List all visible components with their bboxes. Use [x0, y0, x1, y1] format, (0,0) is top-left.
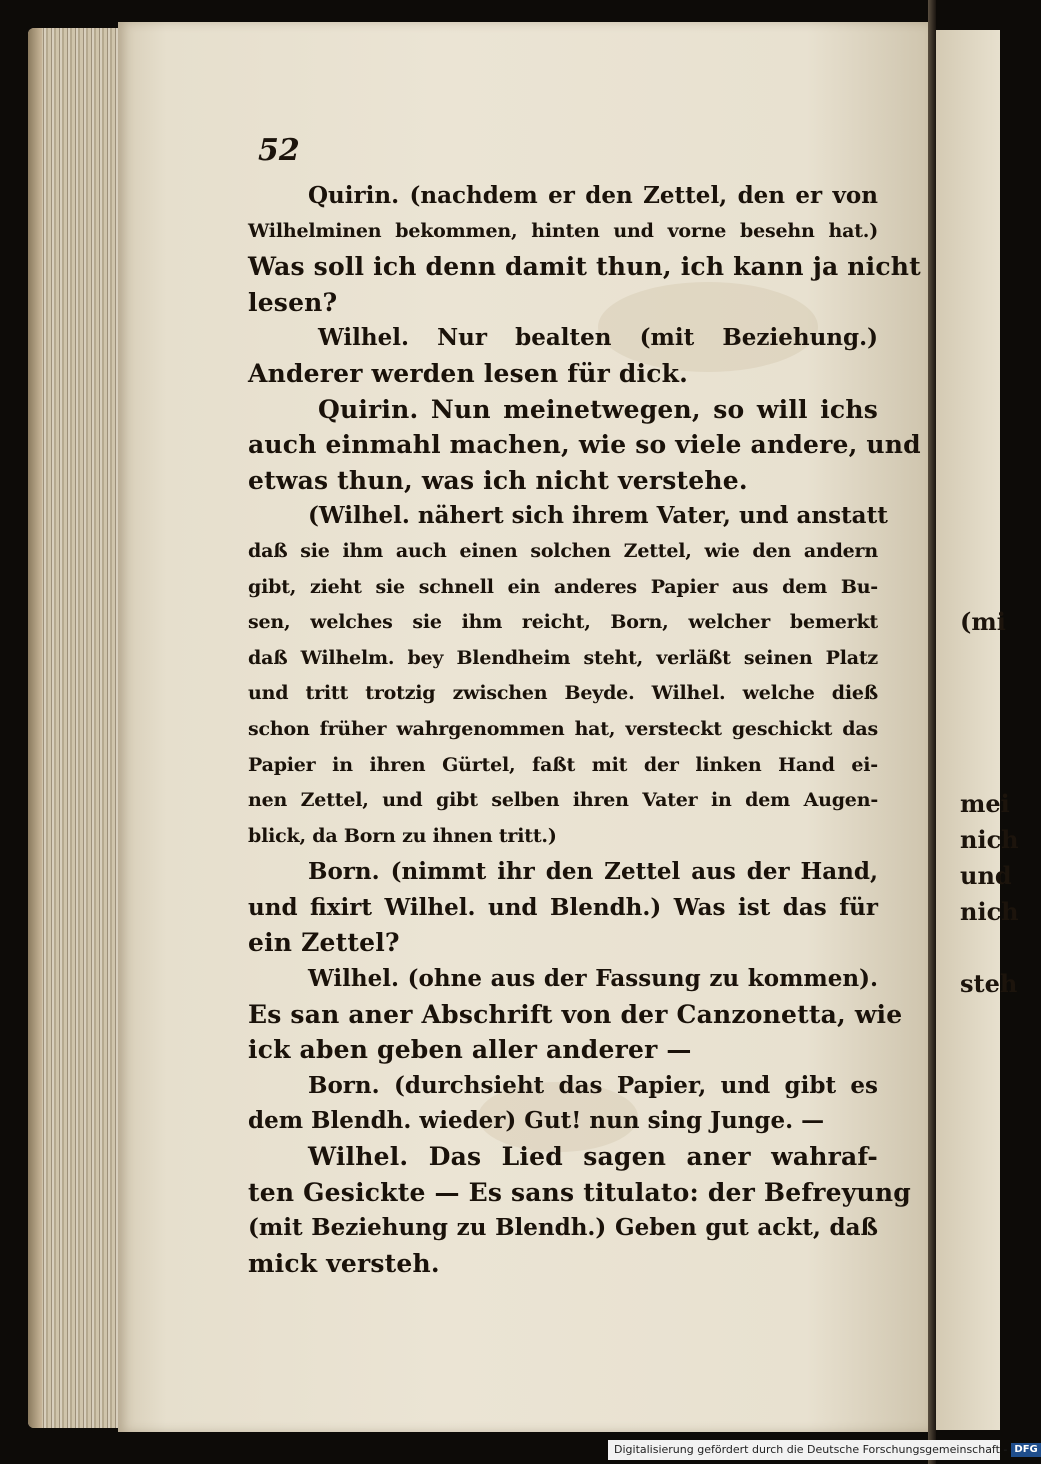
text-line: und tritt trotzig zwischen Beyde. Wilhel. welche dieß — [248, 682, 878, 705]
text-line: Quirin. (nachdem er den Zettel, den er von — [308, 182, 878, 209]
text-line: gibt, zieht sie schnell ein anderes Papier aus dem Bu- — [248, 575, 878, 598]
text-line: mick versteh. — [248, 1248, 440, 1278]
text-line: Papier in ihren Gürtel, faßt mit der linken Hand ei- — [248, 753, 878, 776]
page-text — [248, 178, 921, 1281]
text-line: daß Wilhelm. bey Blendheim steht, verläßt seinen Platz — [248, 646, 878, 669]
facing-page-fragment: nich — [960, 897, 1019, 926]
text-line: Wilhel. (ohne aus der Fassung zu kommen). — [308, 965, 878, 993]
text-line: Wilhelminen bekommen, hinten und vorne besehn hat.) — [248, 219, 878, 242]
text-line: lesen? — [248, 287, 338, 317]
text-line: schon früher wahrgenommen hat, versteckt geschickt das — [248, 717, 878, 740]
text-line: ten Gesickte — Es sans titulato: der Befreyung — [248, 1177, 911, 1207]
facing-page — [936, 30, 1019, 1430]
text-line: Born. (nimmt ihr den Zettel aus der Hand, — [308, 858, 878, 886]
page-number: 52 — [258, 133, 300, 168]
text-line: sen, welches sie ihm reicht, Born, welcher bemerkt — [248, 611, 878, 634]
text-line: dem Blendh. wieder) Gut! nun sing Junge. — — [248, 1107, 825, 1135]
facing-page-fragment: und — [960, 861, 1012, 890]
text-line: etwas thun, was ich nicht verstehe. — [248, 465, 748, 495]
text-line: Es san aner Abschrift von der Canzonetta, wie — [248, 999, 903, 1029]
text-line: ein Zettel? — [248, 928, 400, 958]
text-line: und fixirt Wilhel. und Blendh.) Was ist das für — [248, 893, 878, 921]
footer-credit: Digitalisierung gefördert durch die Deutsche Forschungsgemeinschaft - — [614, 1443, 1008, 1456]
text-line: daß sie ihm auch einen solchen Zettel, wie den andern — [248, 539, 878, 562]
dfg-logo: DFG — [1011, 1443, 1040, 1457]
text-line: ick aben geben aller anderer — — [248, 1035, 692, 1065]
digitization-footer — [608, 1440, 1038, 1460]
facing-page-fragment: nich — [960, 825, 1019, 854]
book-gutter — [928, 0, 936, 1464]
text-line: Was soll ich denn damit thun, ich kann ja nicht — [248, 252, 921, 282]
text-line: Born. (durchsieht das Papier, und gibt es — [308, 1071, 878, 1099]
text-line: Anderer werden lesen für dick. — [248, 358, 689, 388]
text-line: nen Zettel, und gibt selben ihren Vater in dem Augen- — [248, 789, 878, 812]
facing-page-fragment: mei — [960, 789, 1010, 818]
text-line: Wilhel. Das Lied sagen aner wahraf- — [308, 1142, 878, 1172]
text-line: (mit Beziehung zu Blendh.) Geben gut ackt, daß — [248, 1214, 878, 1242]
page-edges — [28, 28, 118, 1428]
text-line: auch einmahl machen, wie so viele andere, und — [248, 430, 921, 460]
text-line: (Wilhel. nähert sich ihrem Vater, und anstatt — [308, 502, 888, 530]
text-line: Wilhel. Nur bealten (mit Beziehung.) — [318, 324, 878, 352]
text-line: blick, da Born zu ihnen tritt.) — [248, 824, 557, 847]
facing-page-fragment: steh — [960, 969, 1018, 998]
text-line: Quirin. Nun meinetwegen, so will ichs — [318, 394, 878, 424]
facing-page-fragment: (mi — [960, 607, 1006, 636]
